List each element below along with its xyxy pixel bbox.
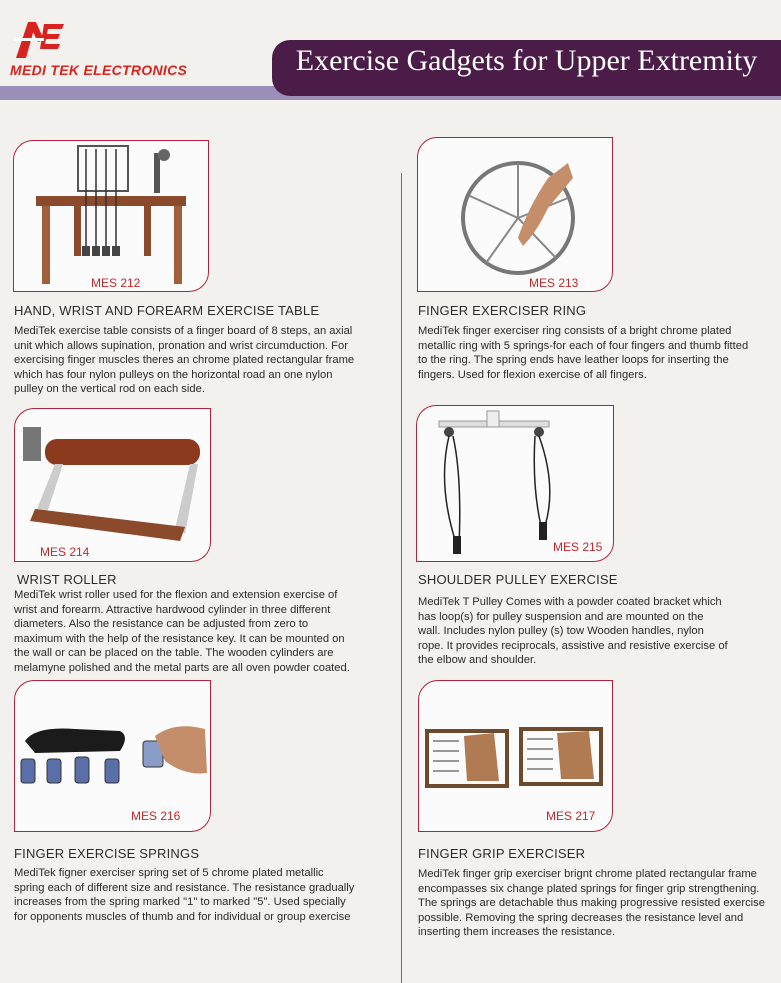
description-line: fingers. Used for flexion exercise of all fingers. <box>418 368 647 381</box>
description-line: rope. It provides reciprocals, assistive and resistive exercise of <box>418 639 728 652</box>
description-line: melamyne polished and the metal parts are all oven powder coated. <box>14 661 350 674</box>
description-line: The springs are detachable thus making progressive resisted exercise <box>418 897 765 910</box>
description-line: metallic ring with 5 springs-for each of four fingers and thumb fitted <box>418 339 749 352</box>
wrist-roller-image <box>15 409 210 561</box>
description-line: MediTek T Pulley Comes with a powder coated bracket which <box>418 596 722 608</box>
description-line: which has four nylon pulleys on the horizontal road an one nylon <box>14 368 333 381</box>
product-image-frame <box>416 405 614 562</box>
product-heading: FINGER EXERCISER RING <box>418 303 587 318</box>
description-line: MediTek figner exerciser spring set of 5 chrome plated metallic <box>14 867 324 879</box>
brand-name: MEDI TEK ELECTRONICS <box>10 62 188 78</box>
company-logo <box>14 18 66 60</box>
description-line: the wall or can be placed on the table. The wooden cylinders are <box>14 647 334 660</box>
description-line: has loop(s) for pulley suspension and are mounted on the <box>418 610 704 623</box>
description-line: pulley on the vertical rod on each side. <box>14 383 205 396</box>
description-line: maximum with the help of the resistance key. It can be mounted on <box>14 632 345 645</box>
product-code: MES 215 <box>553 540 603 554</box>
product-image-frame <box>14 408 211 562</box>
column-divider <box>401 173 402 983</box>
product-heading: WRIST ROLLER <box>17 572 117 587</box>
product-heading: HAND, WRIST AND FOREARM EXERCISE TABLE <box>14 303 320 318</box>
product-image-frame <box>14 680 211 832</box>
product-description <box>14 866 380 924</box>
finger-ring-image <box>418 138 612 291</box>
description-line: wrist and forearm. Attractive hardwood cylinder in three different <box>14 603 331 616</box>
description-line: increases from the spring marked "1" to marked "5". Used specially <box>14 896 346 909</box>
product-description <box>14 588 378 676</box>
product-code: MES 213 <box>529 276 579 290</box>
description-line: MediTek finger grip exerciser brignt chrome plated rectangular frame <box>418 868 757 880</box>
description-line: wall. Includes nylon pulley (s) tow Wooden handles, nylon <box>418 625 704 638</box>
product-description <box>418 867 778 940</box>
product-image-frame <box>13 140 209 292</box>
description-line: inserting them increases the resistance. <box>418 926 616 939</box>
description-line: the elbow and shoulder. <box>418 654 537 667</box>
description-line: spring each of different size and resistance. The resistance gradually <box>14 881 355 894</box>
description-line: for opponents muscles of thumb and for individual or group exercise <box>14 910 351 923</box>
description-line: encompasses six change plated springs for finger grip strengthening. <box>418 882 760 895</box>
product-code: MES 217 <box>546 809 596 823</box>
product-code: MES 212 <box>91 276 141 290</box>
description-line: MediTek finger exerciser ring consists of a bright chrome plated <box>418 325 732 337</box>
description-line: diameters. Also the resistance can be adjusted from zero to <box>14 618 309 631</box>
description-line: MediTek exercise table consists of a finger board of 8 steps, an axial <box>14 325 353 337</box>
product-description <box>418 324 778 382</box>
description-line: possible. Removing the spring decreases the resistance level and <box>418 911 744 924</box>
finger-springs-image <box>15 681 210 831</box>
product-heading: SHOULDER PULLEY EXERCISE <box>418 572 618 587</box>
product-code: MES 214 <box>40 545 90 559</box>
product-code: MES 216 <box>131 809 181 823</box>
product-description <box>14 324 392 397</box>
product-description <box>418 595 774 668</box>
exercise-table-image <box>14 141 208 291</box>
description-line: unit which allows supination, pronation and wrist circumduction. For <box>14 339 348 352</box>
description-line: to the ring. The spring ends have leather loops for inserting the <box>418 354 729 367</box>
page-title: Exercise Gadgets for Upper Extremity <box>295 44 758 77</box>
product-heading: FINGER EXERCISE SPRINGS <box>14 846 200 861</box>
description-line: MediTek wrist roller used for the flexion and extension exercise of <box>14 589 338 601</box>
shoulder-pulley-image <box>417 406 613 561</box>
description-line: exercising finger muscles theres an chrome plated rectangular frame <box>14 354 355 367</box>
product-heading: FINGER GRIP EXERCISER <box>418 846 586 861</box>
product-image-frame <box>417 137 613 292</box>
